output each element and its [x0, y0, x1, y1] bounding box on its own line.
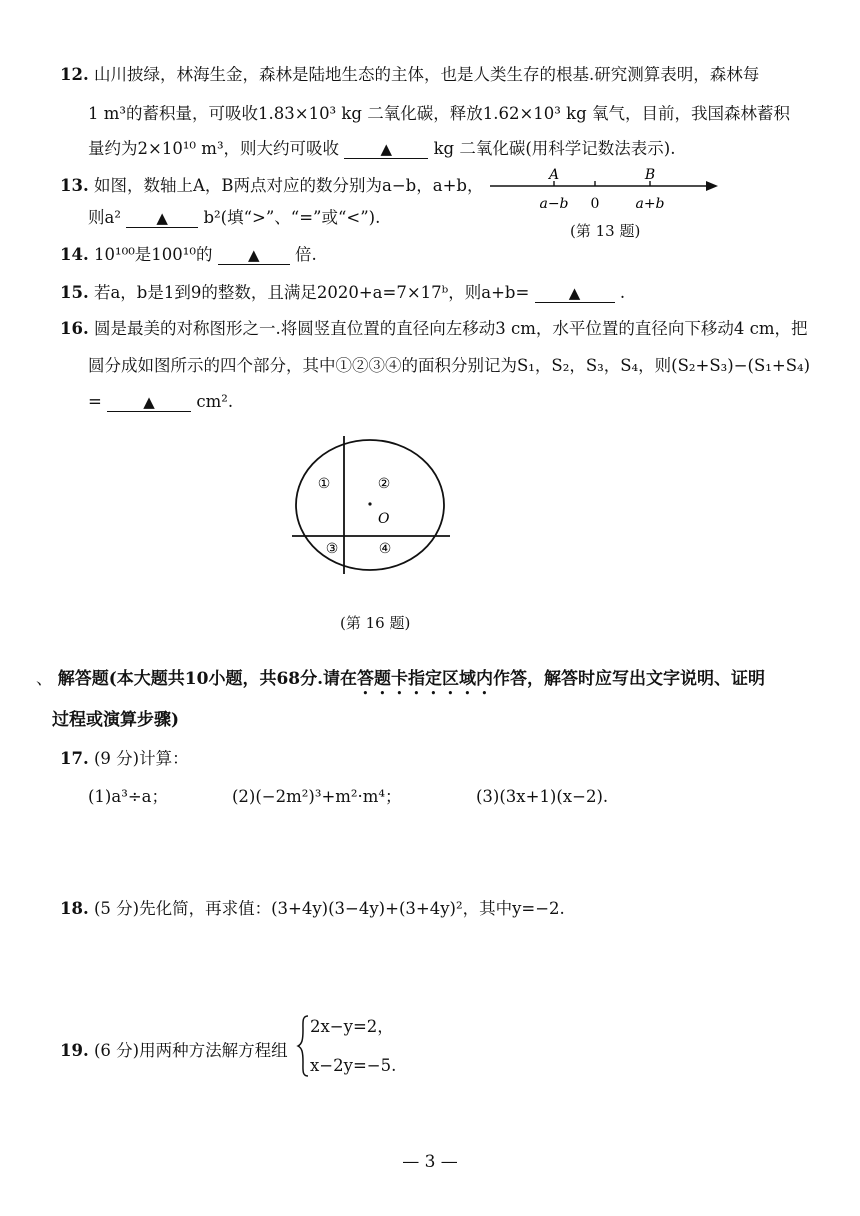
- q14-text-a: 10¹⁰⁰是100¹⁰的: [93, 245, 213, 264]
- q12-line3: [88, 138, 676, 160]
- label-region-4: ④: [378, 541, 392, 557]
- section-desc-b: 作答，解答时应写出文字说明、证明: [493, 669, 766, 689]
- section-prefix: 、: [36, 669, 53, 688]
- center-point: [368, 502, 371, 505]
- q15-number: 15.: [60, 283, 89, 302]
- q16-circle-figure: [288, 432, 458, 577]
- number-line-arrow-icon: [706, 181, 718, 191]
- q18-number: 18.: [60, 899, 89, 918]
- q19-brace-icon: [296, 1014, 310, 1078]
- q17-part3: (3)(3x+1)(x−2).: [476, 787, 609, 806]
- q18-line: [60, 898, 565, 920]
- q17-part1: (1)a³÷a；: [88, 787, 168, 806]
- section-desc-emphasis: 答题卡指定区域内: [357, 669, 494, 689]
- label-region-3: ③: [325, 541, 339, 557]
- q15-text-b: .: [619, 283, 626, 302]
- q12-text1: 山川披绿，林海生金，森林是陆地生态的主体，也是人类生存的根基.研究测算表明，森林每: [93, 65, 760, 84]
- q16-line1: [60, 318, 807, 340]
- q16-text1: 圆是最美的对称图形之一.将圆竖直位置的直径向左移动3 cm，水平位置的直径向下移动4 cm，把: [93, 319, 808, 338]
- label-a-plus-b: a+b: [635, 196, 665, 212]
- q12-text3a: 量约为2×10¹⁰ m³，则大约可吸收: [88, 139, 340, 158]
- label-b: B: [644, 167, 656, 183]
- section-desc-a: (本大题共10小题，共68分.请在: [108, 669, 358, 689]
- q12-text3b: kg 二氧化碳(用科学记数法表示).: [433, 139, 676, 158]
- label-region-2: ②: [377, 476, 391, 492]
- section-header-line2: 过程或演算步骤): [52, 710, 180, 730]
- q19-line: [60, 1040, 288, 1062]
- q13-text1: 如图，数轴上A，B两点对应的数分别为a−b，a+b，: [93, 176, 484, 195]
- q14-line: [60, 244, 317, 266]
- q13-answer-blank[interactable]: [126, 209, 198, 228]
- q12-number: 12.: [60, 65, 89, 84]
- q14-number: 14.: [60, 245, 89, 264]
- q16-answer-blank[interactable]: [107, 393, 191, 412]
- q17-title-line: [60, 748, 189, 770]
- q18-text: (5 分)先化简，再求值：(3+4y)(3−4y)+(3+4y)²，其中y=−2.: [93, 899, 565, 918]
- q12-answer-blank[interactable]: [344, 140, 428, 159]
- label-zero: 0: [590, 196, 600, 212]
- q13-number-line-figure: [480, 166, 730, 216]
- section-title: 解答题: [57, 669, 109, 689]
- page-number: — 3 —: [402, 1152, 458, 1172]
- q12-line1: [60, 64, 759, 86]
- q13-caption: (第 13 题): [570, 222, 641, 240]
- q16-caption: (第 16 题): [340, 614, 411, 632]
- q16-text3b: cm².: [196, 392, 234, 411]
- q14-text-b: 倍.: [295, 245, 317, 264]
- q15-text-a: 若a，b是1到9的整数，且满足2020+a=7×17ᵇ，则a+b=: [93, 283, 530, 302]
- q17-part2: (2)(−2m²)³+m²·m⁴；: [232, 787, 402, 806]
- section-header: [36, 668, 765, 699]
- blank-marker: ▲: [248, 246, 260, 264]
- blank-marker: ▲: [568, 284, 581, 302]
- label-region-1: ①: [317, 476, 331, 492]
- q16-text3a: =: [88, 392, 102, 411]
- q12-line2: 1 m³的蓄积量，可吸收1.83×10³ kg 二氧化碳，释放1.62×10³ kg 氧气，目前，我国森林蓄积: [88, 104, 790, 123]
- q13-line1: [60, 175, 483, 197]
- q16-number: 16.: [60, 319, 89, 338]
- q19-number: 19.: [60, 1041, 89, 1060]
- blank-marker: ▲: [156, 209, 168, 227]
- q13-text2a: 则a²: [88, 208, 121, 227]
- blank-marker: ▲: [143, 393, 155, 411]
- label-a-minus-b: a−b: [539, 196, 569, 212]
- q15-line: [60, 282, 625, 304]
- q13-text2b: b²(填“>”、“=”或“<”).: [203, 208, 381, 227]
- blank-marker: ▲: [380, 140, 393, 158]
- q19-equation2: x−2y=−5.: [310, 1056, 397, 1075]
- q13-number: 13.: [60, 176, 89, 195]
- q17-title: (9 分)计算：: [93, 749, 189, 768]
- q19-text: (6 分)用两种方法解方程组: [93, 1041, 288, 1060]
- label-center-o: O: [378, 511, 390, 527]
- q19-equation1: 2x−y=2，: [310, 1017, 394, 1036]
- q15-answer-blank[interactable]: [535, 284, 615, 303]
- q14-answer-blank[interactable]: [218, 246, 290, 265]
- q13-line2: [88, 207, 380, 229]
- q16-line2: 圆分成如图所示的四个部分，其中①②③④的面积分别记为S₁，S₂，S₃，S₄，则(S₂+S₃)−(S₁+S₄): [88, 356, 811, 375]
- q16-line3: [88, 391, 233, 413]
- q17-number: 17.: [60, 749, 89, 768]
- label-a: A: [548, 167, 560, 183]
